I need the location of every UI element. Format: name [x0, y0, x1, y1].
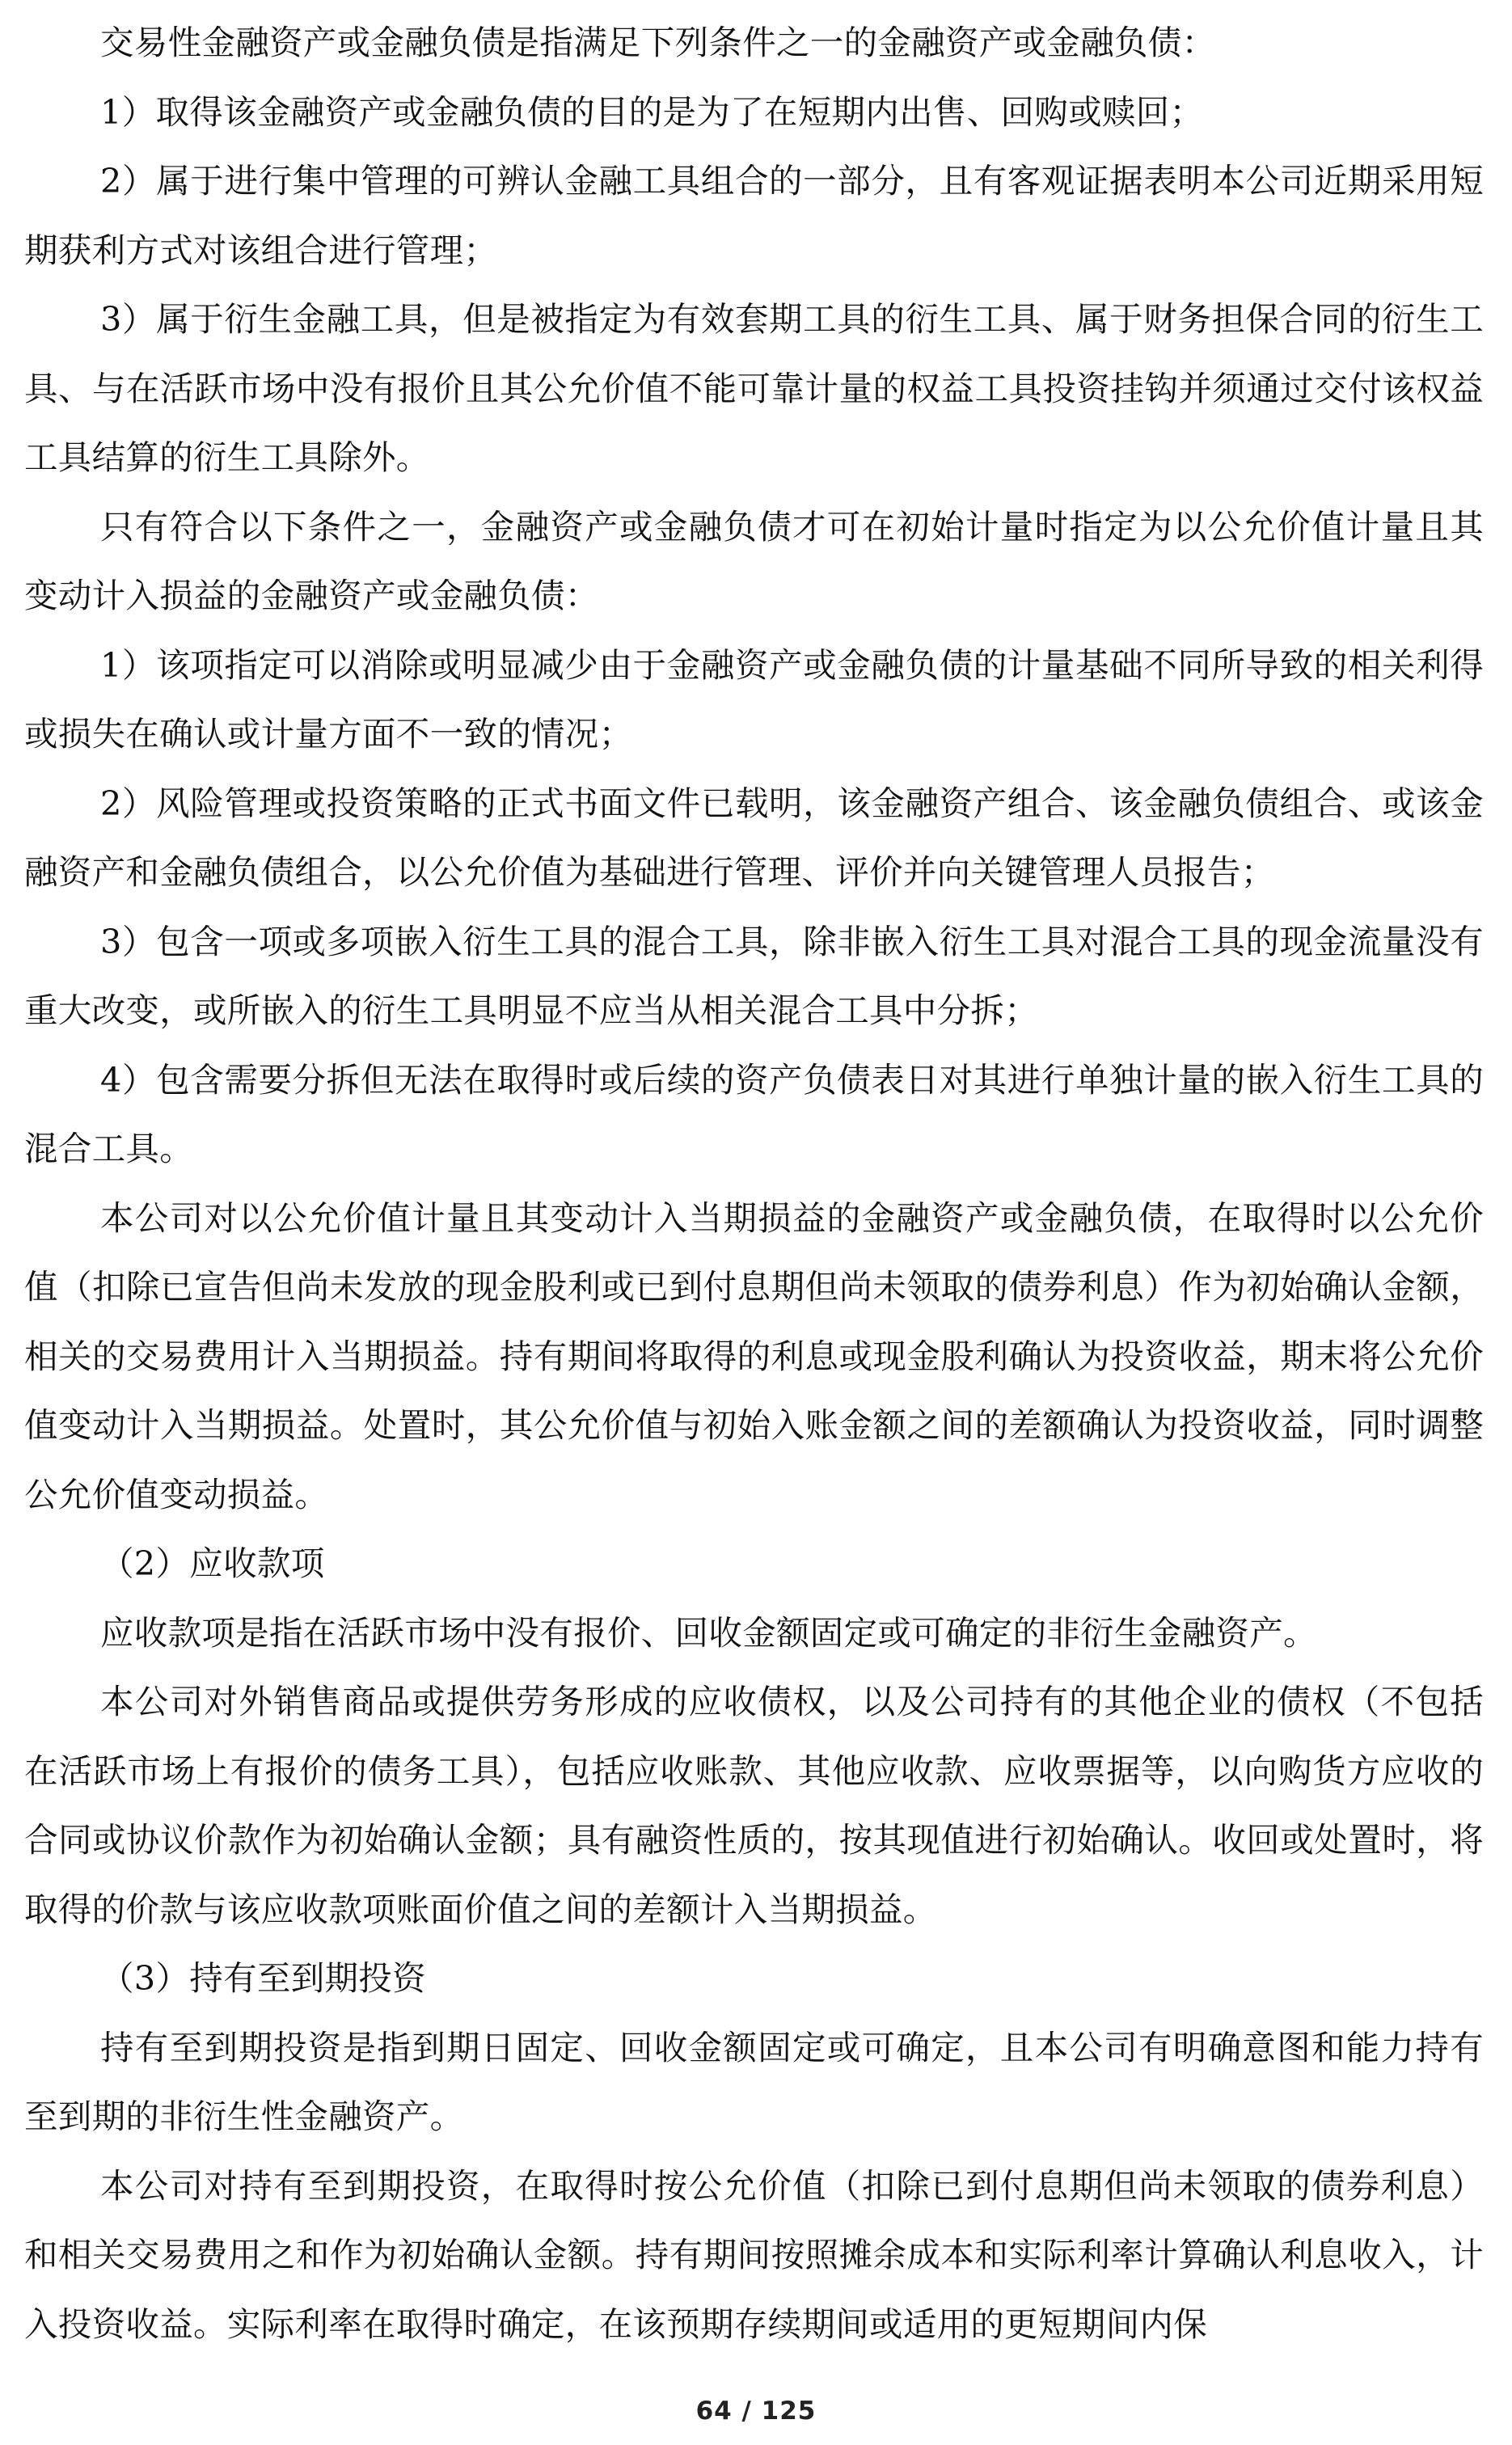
section-heading-held-to-maturity: （3）持有至到期投资	[100, 1958, 426, 1998]
paragraph-designation-1: 1）该项指定可以消除或明显减少由于金融资产或金融负债的计量基础不同所导致的相关利得或损失在确认或计量方面不一致的情况；	[24, 644, 1484, 754]
paragraph-condition-2: 2）属于进行集中管理的可辨认金融工具组合的一部分，且有客观证据表明本公司近期采用短期获利方式对该组合进行管理；	[24, 161, 1484, 270]
paragraph-receivables-definition: 应收款项是指在活跃市场中没有报价、回收金额固定或可确定的非衍生金融资产。	[100, 1612, 1317, 1653]
paragraph-designation-intro: 只有符合以下条件之一，金融资产或金融负债才可在初始计量时指定为以公允价值计量且其变动计入损益的金融资产或金融负债：	[24, 506, 1484, 615]
paragraph-htm-measurement: 本公司对持有至到期投资，在取得时按公允价值（扣除已到付息期但尚未领取的债券利息）和相关交易费用之和作为初始确认金额。持有期间按照摊余成本和实际利率计算确认利息收入，计入投资收益。实际利率在取得时确定，在该预期存续期间或适用的更短期间内保	[24, 2165, 1484, 2344]
document-body	[24, 0, 1484, 2358]
paragraph-htm-definition: 持有至到期投资是指到期日固定、回收金额固定或可确定，且本公司有明确意图和能力持有至到期的非衍生性金融资产。	[24, 2027, 1484, 2136]
paragraph-fair-value-measurement: 本公司对以公允价值计量且其变动计入当期损益的金融资产或金融负债，在取得时以公允价值（扣除已宣告但尚未发放的现金股利或已到付息期但尚未领取的债券利息）作为初始确认金额，相关的交易费用计入当期损益。持有期间将取得的利息或现金股利确认为投资收益，期末将公允价值变动计入当期损益。处置时，其公允价值与初始入账金额之间的差额确认为投资收益，同时调整公允价值变动损益。	[24, 1197, 1484, 1514]
document-page	[24, 0, 1484, 2445]
paragraph-receivables-measurement: 本公司对外销售商品或提供劳务形成的应收债权，以及公司持有的其他企业的债权（不包括在活跃市场上有报价的债务工具），包括应收账款、其他应收款、应收票据等，以向购货方应收的合同或协议价款作为初始确认金额；具有融资性质的，按其现值进行初始确认。收回或处置时，将取得的价款与该应收款项账面价值之间的差额计入当期损益。	[24, 1682, 1484, 1929]
paragraph-condition-3: 3）属于衍生金融工具，但是被指定为有效套期工具的衍生工具、属于财务担保合同的衍生工具、与在活跃市场中没有报价且其公允价值不能可靠计量的权益工具投资挂钩并须通过交付该权益工具结算的衍生工具除外。	[24, 299, 1484, 477]
paragraph-designation-2: 2）风险管理或投资策略的正式书面文件已载明，该金融资产组合、该金融负债组合、或该金融资产和金融负债组合，以公允价值为基础进行管理、评价并向关键管理人员报告；	[24, 783, 1484, 892]
paragraph-condition-1: 1）取得该金融资产或金融负债的目的是为了在短期内出售、回购或赎回；	[100, 91, 1204, 132]
paragraph-designation-4: 4）包含需要分拆但无法在取得时或后续的资产负债表日对其进行单独计量的嵌入衍生工具的混合工具。	[24, 1059, 1484, 1168]
page-number: 64 / 125	[695, 2396, 817, 2426]
paragraph-designation-3: 3）包含一项或多项嵌入衍生工具的混合工具，除非嵌入衍生工具对混合工具的现金流量没有重大改变，或所嵌入的衍生工具明显不应当从相关混合工具中分拆；	[24, 921, 1484, 1030]
paragraph-trading-definition: 交易性金融资产或金融负债是指满足下列条件之一的金融资产或金融负债：	[100, 23, 1216, 62]
section-heading-receivables: （2）应收款项	[100, 1543, 325, 1583]
